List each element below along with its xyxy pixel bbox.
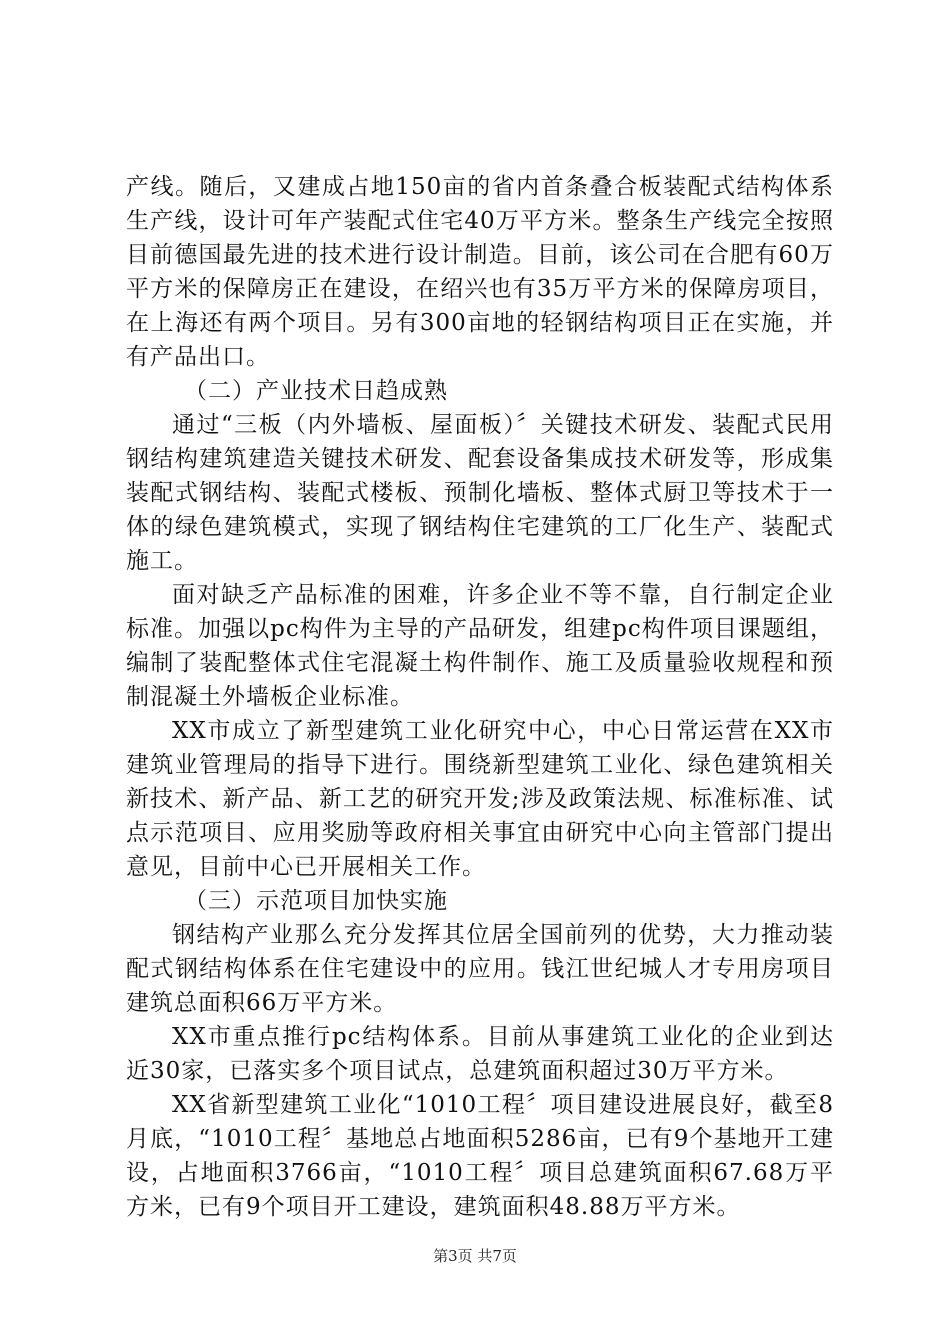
paragraph: 钢结构产业那么充分发挥其位居全国前列的优势，大力推动装配式钢结构体系在住宅建设中的应用。钱江世纪城人才专用房项目建筑总面积66万平方米。 [126,922,834,1016]
paragraph: XX市重点推行pc结构体系。目前从事建筑工业化的企业到达近30家，已落实多个项目试点，总建筑面积超过30万平方米。 [126,1024,834,1084]
page-number-footer: 第3页 共7页 [433,1247,517,1265]
paragraph: 面对缺乏产品标准的困难，许多企业不等不靠，自行制定企业标准。加强以pc构件为主导的产品研发，组建pc构件项目课题组，编制了装配整体式住宅混凝土构件制作、施工及质量验收规程和预制混凝土外墙板企业标准。 [126,582,834,710]
section-heading-2: （二）产业技术日趋成熟 [184,378,448,404]
section-heading-3: （三）示范项目加快实施 [184,888,448,914]
document-body [126,170,834,1224]
paragraph: XX市成立了新型建筑工业化研究中心，中心日常运营在XX市建筑业管理局的指导下进行。围绕新型建筑工业化、绿色建筑相关新技术、新产品、新工艺的研究开发;涉及政策法规、标准标准、试点示范项目、应用奖励等政府相关事宜由研究中心向主管部门提出意见，目前中心已开展相关工作。 [126,718,834,880]
paragraph-continuation: 产线。随后，又建成占地150亩的省内首条叠合板装配式结构体系生产线，设计可年产装配式住宅40万平方米。整条生产线完全按照目前德国最先进的技术进行设计制造。目前，该公司在合肥有60万平方米的保障房正在建设，在绍兴也有35万平方米的保障房项目，在上海还有两个项目。另有300亩地的轻钢结构项目正在实施，并有产品出口。 [126,174,834,370]
paragraph: 通过“三板（内外墙板、屋面板）〞关键技术研发、装配式民用钢结构建筑建造关键技术研发、配套设备集成技术研发等，形成集装配式钢结构、装配式楼板、预制化墙板、整体式厨卫等技术于一体的绿色建筑模式，实现了钢结构住宅建筑的工厂化生产、装配式施工。 [126,412,834,574]
paragraph: XX省新型建筑工业化“1010工程〞项目建设进展良好，截至8月底，“1010工程〞基地总占地面积5286亩，已有9个基地开工建设，占地面积3766亩，“1010工程〞项目总建筑面积67.68万平方米，已有9个项目开工建设，建筑面积48.88万平方米。 [126,1092,834,1220]
